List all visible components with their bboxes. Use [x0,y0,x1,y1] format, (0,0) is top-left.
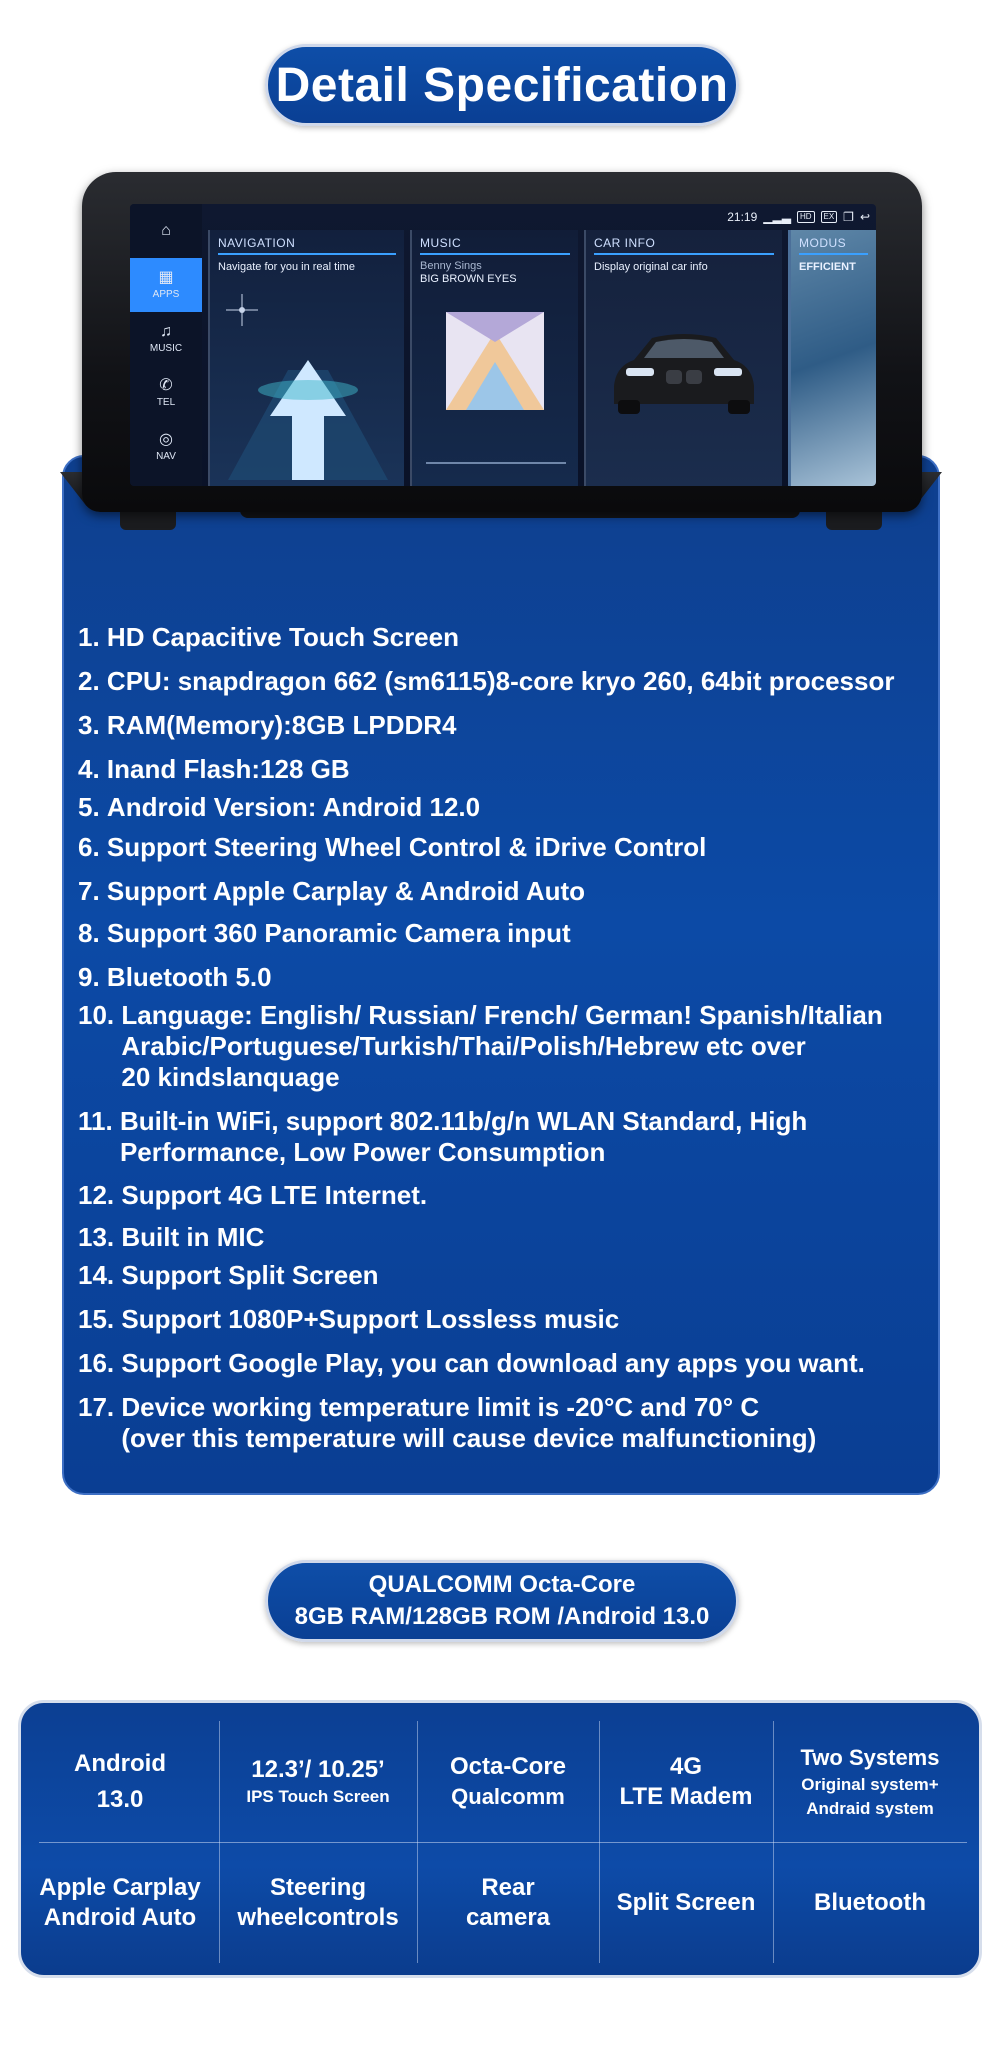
feature-label: Android [74,1749,166,1777]
spec-number: 14. [78,1260,115,1290]
feature-sublabel: Original system+ [801,1774,939,1794]
music-progress-bar[interactable] [426,462,566,464]
list-item [78,666,894,697]
feature-bluetooth [773,1843,967,1963]
ex-badge: EX [821,211,838,223]
compass-icon [222,290,262,330]
back-icon[interactable]: ↩ [859,210,870,224]
list-item [78,1392,816,1454]
spec-text: HD Capacitive Touch Screen [106,622,459,652]
list-item [78,710,457,741]
list-item [78,1304,619,1335]
list-item [78,1260,379,1291]
nav-icon: ◎ [159,431,173,448]
qualcomm-line-2: 8GB RAM/128GB ROM /Android 13.0 [294,1603,710,1630]
spec-number: 3. [78,710,100,740]
list-item [78,1180,427,1211]
navigation-card-title: NAVIGATION [218,236,396,255]
music-card[interactable] [410,230,578,486]
spec-number: 8. [78,918,100,948]
list-item [78,962,272,993]
page-title-pill [265,44,739,126]
spec-number: 17. [78,1392,115,1422]
navigation-card-subtitle: Navigate for you in real time [218,261,355,273]
qualcomm-pill [265,1560,739,1642]
album-art-icon [446,312,544,410]
feature-label: Two Systems [800,1744,940,1770]
list-item [78,622,459,653]
feature-android [21,1721,219,1842]
spec-text: Support Split Screen [121,1260,379,1290]
spec-number: 9. [78,962,100,992]
sidebar-item-label: MUSIC [149,343,183,354]
feature-label: Octa-Core [449,1752,567,1780]
spec-text: Support Apple Carplay & Android Auto [106,876,586,906]
head-unit-device [60,172,942,542]
phone-icon: ✆ [159,377,173,394]
spec-text: Built in MIC [121,1222,265,1252]
spec-text: Device working temperature limit is -20°C and 70° C (over this temperature will cause device malfunctioning) [121,1392,817,1453]
spec-text: Support Google Play, you can download any apps you want. [121,1348,865,1378]
hd-badge: HD [797,211,815,223]
feature-two-systems [773,1721,967,1842]
list-item [78,754,350,785]
modus-card-subtitle: EFFICIENT [799,261,856,273]
navigation-arrow-icon [218,330,398,480]
sidebar-item-label: NAV [156,451,176,462]
sidebar-item-tel[interactable] [130,366,202,420]
feature-rear-camera [417,1843,599,1963]
spec-text: Support Steering Wheel Control & iDrive Control [106,832,707,862]
list-item [78,918,571,949]
car-image-icon [604,316,764,416]
feature-sublabel: Andraid system [806,1798,934,1818]
sidebar-item-label: TEL [156,397,176,408]
feature-screen-size [219,1721,417,1842]
spec-number: 10. [78,1000,115,1030]
spec-text: Inand Flash:128 GB [106,754,350,784]
spec-number: 11. [78,1106,113,1136]
modus-card-title: MODUS [799,236,868,255]
spec-number: 12. [78,1180,115,1210]
sidebar-item-music[interactable] [130,312,202,366]
feature-label: 13.0 [96,1785,144,1813]
modus-card[interactable] [788,230,876,486]
car-info-card[interactable] [584,230,782,486]
feature-label: Rear [481,1874,535,1901]
spec-number: 13. [78,1222,115,1252]
feature-label: Android Auto [43,1904,197,1931]
list-item [78,832,706,863]
spec-text: Support 4G LTE Internet. [121,1180,428,1210]
device-screen [130,204,876,486]
screen-sidebar [130,204,202,486]
home-icon: ⌂ [161,222,171,239]
apps-icon: ▦ [158,269,174,286]
list-item [78,1000,883,1093]
list-item [78,1106,807,1168]
music-artist: Benny Sings [420,260,482,272]
page-title: Detail Specification [275,58,729,112]
feature-label: Split Screen [616,1889,756,1916]
feature-steering [219,1843,417,1963]
feature-octa-core [417,1721,599,1842]
car-info-card-subtitle: Display original car info [594,261,708,273]
feature-label: Qualcomm [451,1783,565,1809]
spec-number: 15. [78,1304,115,1334]
spec-text: Built-in WiFi, support 802.11b/g/n WLAN Standard, High Performance, Low Power Consumption [119,1106,808,1167]
spec-text: Support 360 Panoramic Camera input [106,918,571,948]
list-item [78,876,585,907]
spec-text: Android Version: Android 12.0 [106,792,481,822]
feature-sublabel: IPS Touch Screen [246,1786,390,1806]
sidebar-item-label: APPS [152,289,180,300]
list-item [78,1222,264,1253]
feature-label: Bluetooth [814,1889,926,1916]
qualcomm-line-1: QUALCOMM Octa-Core [368,1571,636,1598]
feature-label: LTE Madem [619,1782,753,1810]
music-song: BIG BROWN EYES [420,273,517,285]
spec-text: CPU: snapdragon 662 (sm6115)8-core kryo 260, 64bit processor [106,666,895,696]
spec-number: 4. [78,754,100,784]
spec-number: 1. [78,622,100,652]
feature-label: wheelcontrols [237,1904,399,1931]
navigation-card[interactable] [208,230,404,486]
spec-text: RAM(Memory):8GB LPDDR4 [106,710,457,740]
spec-number: 6. [78,832,100,862]
music-icon: ♫ [160,323,172,340]
feature-split-screen [599,1843,773,1963]
status-time: 21:19 [727,210,758,224]
feature-label: camera [465,1904,551,1931]
car-info-card-title: CAR INFO [594,236,774,255]
signal-icon: ▁▂▃ [763,210,791,224]
feature-grid [18,1700,982,1978]
sidebar-item-home[interactable] [130,204,202,258]
feature-label: 4G [669,1752,702,1780]
feature-carplay [21,1843,219,1963]
sidebar-item-apps[interactable] [130,258,202,312]
feature-label: Apple Carplay [39,1874,201,1901]
list-item [78,1348,865,1379]
sidebar-item-nav[interactable] [130,420,202,474]
window-icon[interactable]: ❐ [843,210,854,224]
spec-text: Language: English/ Russian/ French/ German! Spanish/Italian Arabic/Portuguese/Turkish/Thai/Polish/Hebrew etc over 20 kindslanquage [121,1000,883,1092]
music-card-title: MUSIC [420,236,570,255]
spec-number: 16. [78,1348,115,1378]
spec-text: Support 1080P+Support Lossless music [121,1304,620,1334]
feature-label: 12.3’/ 10.25’ [251,1755,385,1783]
spec-number: 7. [78,876,100,906]
status-bar [727,208,870,226]
feature-4g [599,1721,773,1842]
spec-number: 5. [78,792,100,822]
spec-number: 2. [78,666,100,696]
list-item [78,792,480,823]
spec-text: Bluetooth 5.0 [106,962,272,992]
feature-label: Steering [269,1874,367,1901]
